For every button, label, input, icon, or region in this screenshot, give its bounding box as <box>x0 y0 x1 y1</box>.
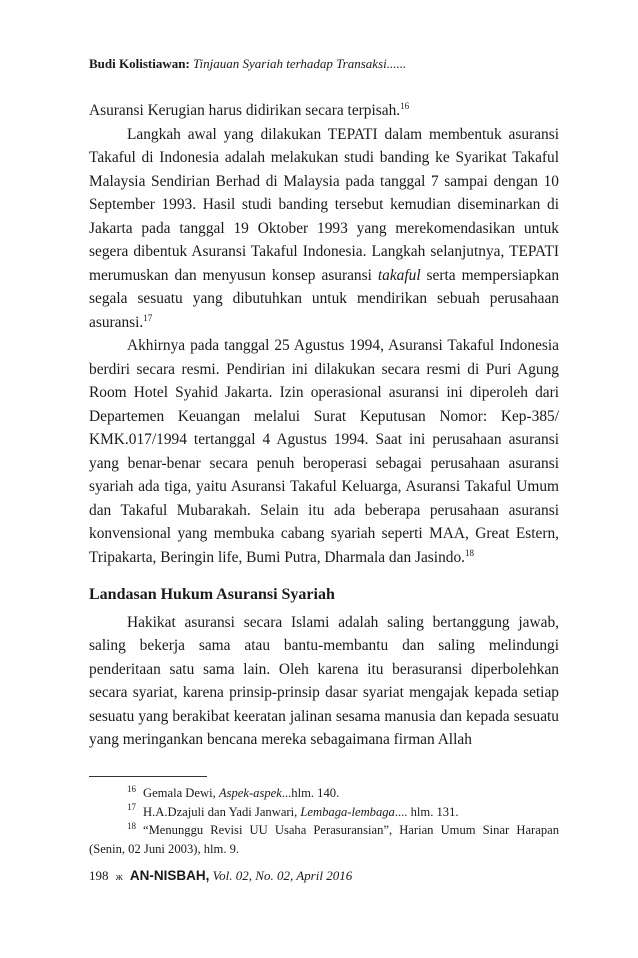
paragraph-1-emphasis: takaful <box>377 266 421 284</box>
footnote-text-end: ...hlm. 140. <box>281 786 340 800</box>
footnotes <box>89 784 559 858</box>
footnote-emphasis: Lembaga-lembaga <box>300 804 395 819</box>
page-footer <box>89 868 352 884</box>
paragraph-1-text-b: serta mempersiapkan segala sesuatu yang dibutuhkan untuk mendirikan sebuah perusahaan asuransi. <box>89 266 560 331</box>
running-header-author: Budi Kolistiawan: <box>89 56 190 71</box>
paragraph-2 <box>89 334 559 569</box>
body-text <box>89 99 559 752</box>
paragraph-1 <box>89 123 559 335</box>
paragraph-0-text: Asuransi Kerugian harus didirikan secara terpisah. <box>89 102 401 119</box>
footnote-emphasis: Aspek-aspek <box>218 786 282 800</box>
journal-name: AN-NISBAH, <box>129 868 210 883</box>
running-header-title: Tinjauan Syariah terhadap Transaksi...... <box>193 56 407 71</box>
footnote-text: H.A.Dzajuli dan Yadi Janwari, <box>143 804 301 819</box>
page-number: 198 <box>89 868 109 883</box>
paragraph-0 <box>89 99 559 123</box>
section-heading: Landasan Hukum Asuransi Syariah <box>89 586 335 603</box>
footnote-rule <box>89 776 207 777</box>
footnote-17: 17 H.A.Dzajuli dan Yadi Janwari, Lembaga-lembaga.... hlm. 131. <box>127 802 459 819</box>
footnote-ref-18: 18 <box>465 547 475 558</box>
footnote-16: 16 Gemala Dewi, Aspek-aspek...hlm. 140. <box>127 783 340 800</box>
footnote-text: Gemala Dewi, <box>143 786 219 800</box>
footnote-ref-17: 17 <box>143 312 153 323</box>
footnote-ref-16: 16 <box>400 100 410 111</box>
journal-volume: Vol. 02, No. 02, April 2016 <box>212 868 353 883</box>
footnote-text-end: .... hlm. 131. <box>394 804 459 819</box>
paragraph-2-text: Akhirnya pada tanggal 25 Agustus 1994, Asuransi Takaful Indonesia berdiri secara resmi. Pendirian ini dilakukan secara resmi di Puri Agung Room Hotel Syahid Jakarta. Izin operasional asuransi ini diperoleh dari Departemen Keuangan melalui Surat Keputusan Nomor: Kep-385/ KMK.017/1994 tertanggal 4 Agustus 1994. Saat ini perusahaan asuransi yang benar-benar secara penuh beroperasi sebagai perusahaan asuransi syariah ada tiga, yaitu Asuransi Takaful Keluarga, Asuransi Takaful Umum dan Takaful Mubarakah. Selain itu ada beberapa perusahaan asuransi konvensional yang membuka cabang syariah seperti MAA, Great Estern, Tripakarta, Beringin life, Bumi Putra, Dharmala dan Jasindo. <box>89 337 559 566</box>
paragraph-1-text-a: Langkah awal yang dilakukan TEPATI dalam membentuk asuransi Takaful di Indonesia adalah melakukan studi banding ke Syarikat Takaful Malaysia Sendirian Berhad di Malaysia pada tanggal 7 sampai dengan 10 September 1993. Hasil studi banding tersebut kemudian diseminarkan di Jakarta pada tanggal 19 Oktober 1993 yang merekomendasikan untuk segera dibentuk Asuransi Takaful Indonesia. Langkah selanjutnya, TEPATI merumuskan dan menyusun konsep asuransi <box>89 125 559 284</box>
paragraph-3: Hakikat asuransi secara Islami adalah saling bertanggung jawab, saling bekerja sama atau bantu-membantu dan saling melindungi penderitaan satu sama lain. Oleh karena itu berasuransi diperbolehkan secara syariat, karena prinsip-prinsip dasar syariat mengajak kepada setiap sesuatu yang berakibat keeratan jalinan sesama manusia dan kepada sesuatu yang meringankan bencana mereka sebagaimana firman Allah <box>89 613 559 748</box>
ornament-glyph: ж <box>115 872 123 883</box>
running-header <box>89 56 406 72</box>
footnote-18: 18 “Menunggu Revisi UU Usaha Perasuransian”, Harian Umum Sinar Harapan (Senin, 02 Juni 2003), hlm. 9. <box>89 821 559 856</box>
footnote-text: “Menunggu Revisi UU Usaha Perasuransian”, Harian Umum Sinar Harapan (Senin, 02 Juni 2003), hlm. 9. <box>89 823 559 856</box>
